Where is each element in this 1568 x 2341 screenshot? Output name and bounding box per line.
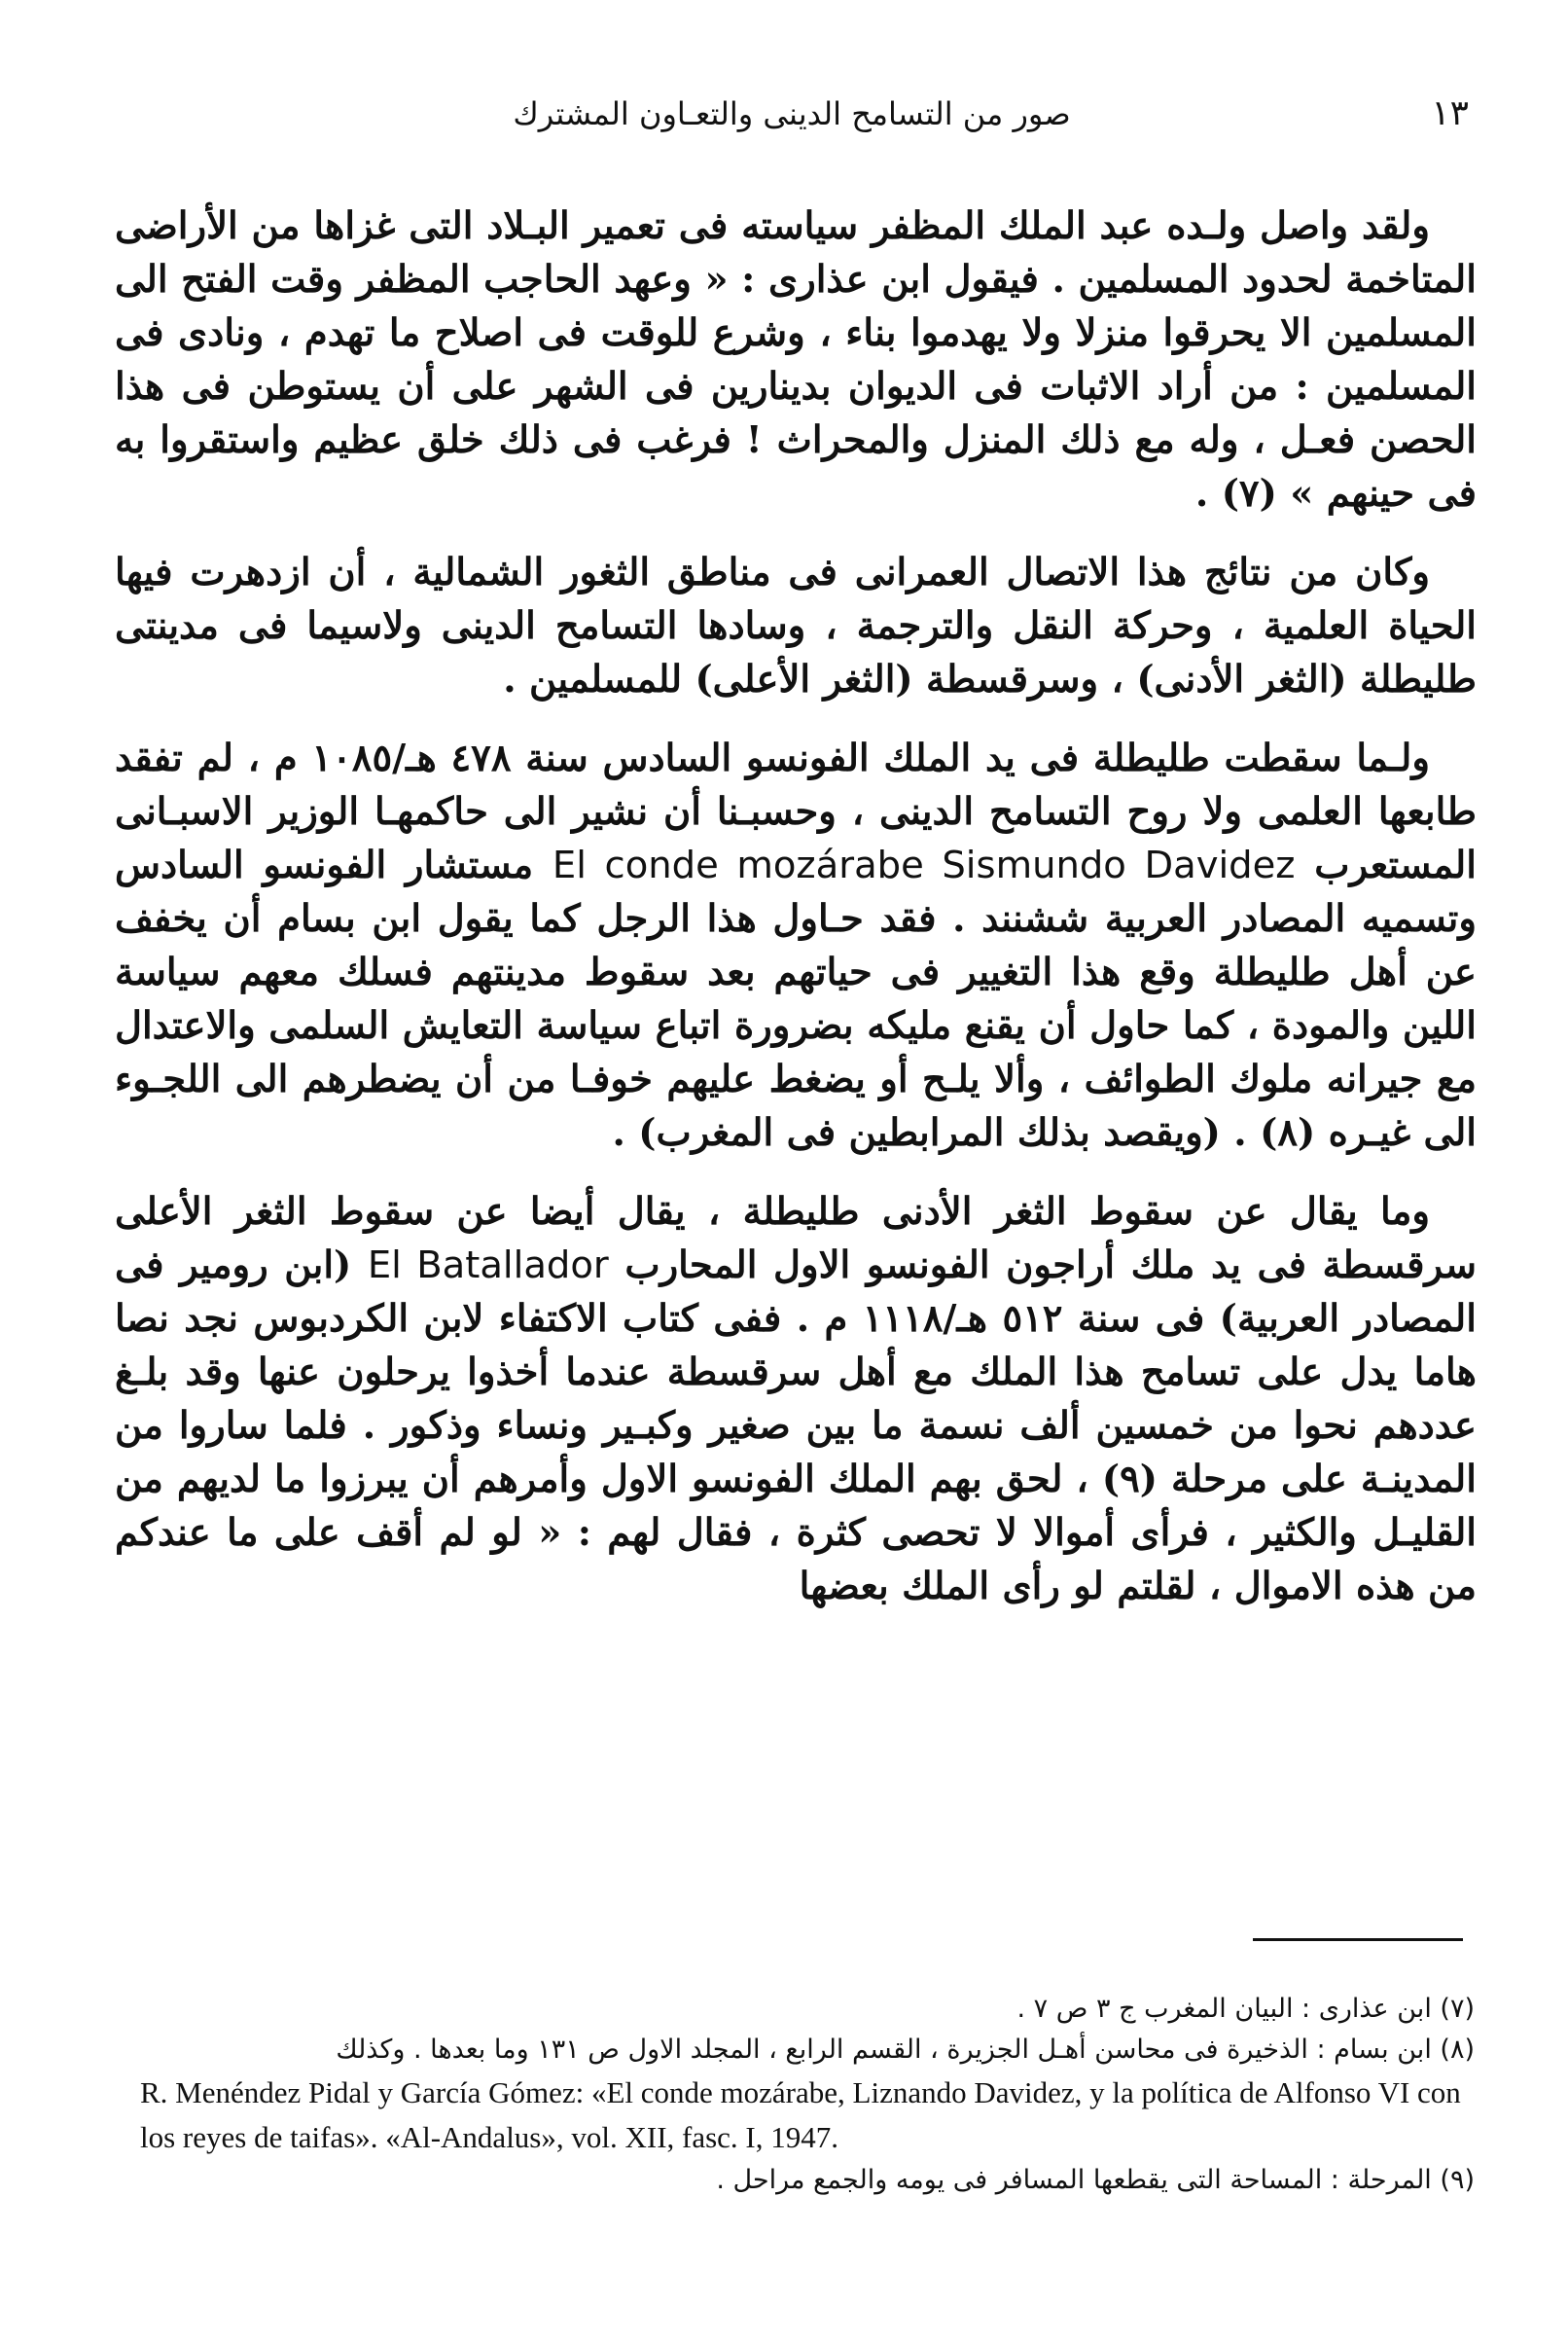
paragraph-4 [115,1185,1477,1613]
page-header [115,86,1469,144]
footnote-8: (٨) ابن بسام : الذخيرة فى محاسن أهـل الجزيرة ، القسم الرابع ، المجلد الاول ص ١٣١ وما بعدها . وكذلك [336,2035,1475,2065]
footnote-divider [1253,1938,1463,1941]
page-number: ١٣ [1431,93,1469,133]
paragraph-4-part-b: (ابن رومير فى المصادر العربية) فى سنة ٥١٢ هـ/١١١٨ م . ففى كتاب الاكتفاء لابن الكردبوس نجد نصا هاما يدل على تسامح هذا الملك مع أهل سرقسطة عندما أخذوا يرحلون عنها وقد بلـغ عددهم نحوا من خمسين ألف نسمة ما بين صغير وكبـير ونساء وذكور . فلما ساروا من المدينـة على مرحلة (٩) ، لحق بهم الملك الفونسو الاول وأمرهم أن يبرزوا ما لديهم من القليـل والكثير ، فرأى أموالا لا تحصى كثرة ، فقال لهم : « لو لم أقف على ما عندكم من هذه الاموال ، لقلتم لو رأى الملك بعضها [115,1243,1477,1608]
latin-phrase-sismundo: El conde mozárabe Sismundo Davidez [552,844,1296,887]
paragraph-4-part-a: وما يقال عن سقوط الثغر الأدنى طليطلة ، يقال أيضا عن سقوط الثغر الأعلى سرقسطة فى يد ملك أراجون الفونسو الاول المحارب [115,1190,1478,1287]
paragraph-3 [115,732,1477,1160]
footnote-7: (٧) ابن عذارى : البيان المغرب ج ٣ ص ٧ . [1016,1994,1475,2024]
latin-phrase-batallador: El Batallador [367,1243,609,1287]
paragraph-1: ولقد واصل ولـده عبد الملك المظفر سياسته فى تعمير البـلاد التى غزاها من الأراضى المتاخمة لحدود المسلمين . فيقول ابن عذارى : « وعهد الحاجب المظفر وقت الفتح الى المسلمين الا يحرقوا منزلا ولا يهدموا بناء ، وشرع للوقت فى اصلاح ما تهدم ، ونادى فى المسلمين : من أراد الاثبات فى الديوان بدينارين فى الشهر على أن يستوطن فى هذا الحصن فعـل ، وله مع ذلك المنزل والمحراث ! فرغب فى ذلك خلق عظيم واستقروا به فى حينهم » (٧) . [115,204,1477,516]
footnote-8-reference: R. Menéndez Pidal y García Gómez: «El conde mozárabe, Liznando Davidez, y la política de Alfonso VI con los reyes de taifas». «Al-Andalus», vol. XII, fasc. I, 1947. [140,2075,1461,2154]
main-text [115,199,1477,1639]
paragraph-3-part-b: مستشار الفونسو السادس وتسميه المصادر العربية ششنند . فقد حـاول هذا الرجل كما يقول ابن بسام أن يخفف عن أهل طليطلة وقع هذا التغيير فى حياتهم بعد سقوط مدينتهم فسلك معهم سياسة اللين والمودة ، كما حاول أن يقنع مليكه بضرورة اتباع سياسة التعايش السلمى والاعتدال مع جيرانه ملوك الطوائف ، وألا يلـح أو يضغط عليهم خوفـا من أن يضطرهم الى اللجـوء الى غيـره (٨) . (ويقصد بذلك المرابطين فى المغرب) . [115,844,1477,1155]
paragraph-3-part-a: ولـما سقطت طليطلة فى يد الملك الفونسو السادس سنة ٤٧٨ هـ/١٠٨٥ م ، لم تفقد طابعها العلمى ولا روح التسامح الدينى ، وحسبـنا أن نشير الى حاكمهـا الوزير الاسبـانى المستعرب [115,737,1477,887]
paragraph-2: وكان من نتائج هذا الاتصال العمرانى فى مناطق الثغور الشمالية ، أن ازدهرت فيها الحياة العلمية ، وحركة النقل والترجمة ، وسادها التسامح الدينى ولاسيما فى مدينتى طليطلة (الثغر الأدنى) ، وسرقسطة (الثغر الأعلى) للمسلمين . [115,551,1477,702]
running-title: صور من التسامح الدينى والتعـاون المشترك [513,95,1071,132]
footnotes [136,1989,1475,2201]
footnote-9: (٩) المرحلة : المساحة التى يقطعها المسافر فى يومه والجمع مراحل . [716,2165,1475,2195]
